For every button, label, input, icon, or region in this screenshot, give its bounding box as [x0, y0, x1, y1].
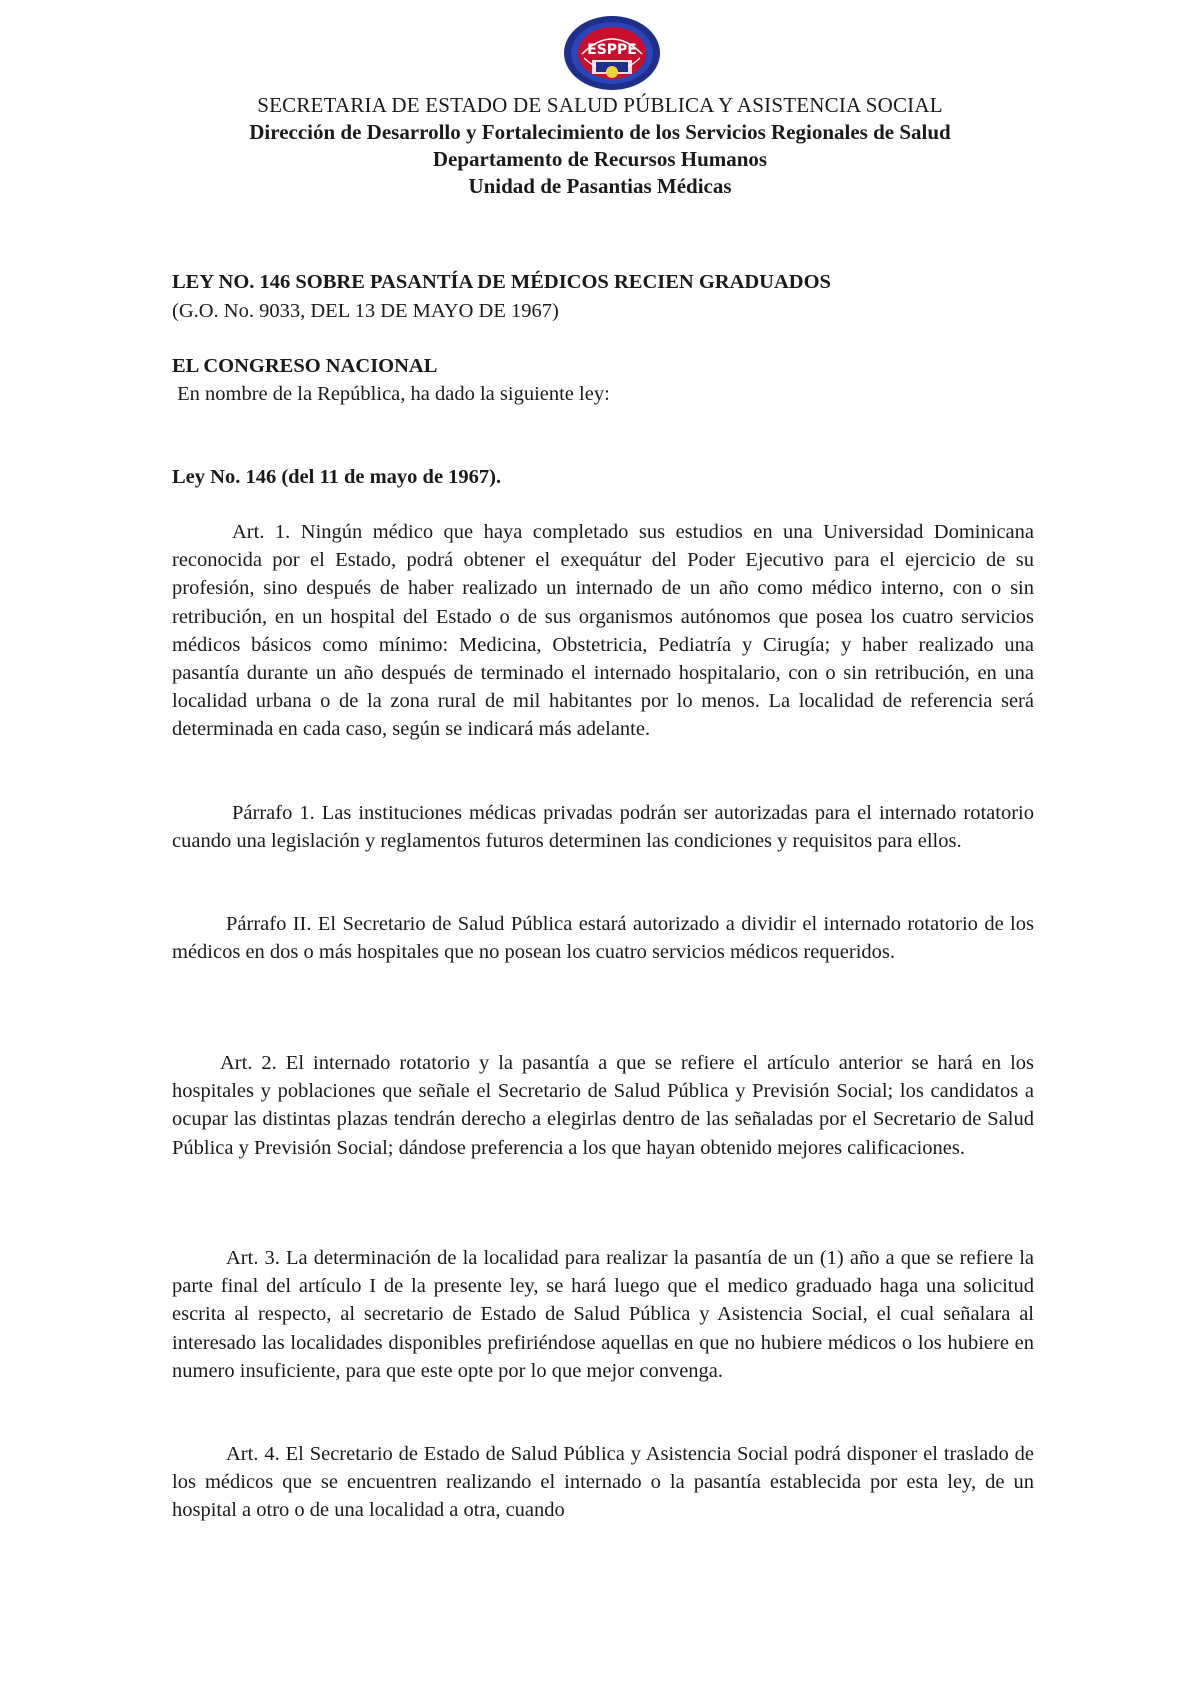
preamble: En nombre de la República, ha dado la siguiente ley:	[172, 383, 610, 405]
gazette-reference: (G.O. No. 9033, DEL 13 DE MAYO DE 1967)	[172, 300, 559, 322]
law-title: LEY NO. 146 SOBRE PASANTÍA DE MÉDICOS RECIEN GRADUADOS	[172, 271, 831, 293]
directorate-name: Dirección de Desarrollo y Fortalecimiento de los Servicios Regionales de Salud	[249, 120, 951, 144]
article-2: Art. 2. El internado rotatorio y la pasantía a que se refiere el artículo anterior se hará en los hospitales y poblaciones que señale el Secretario de Salud Pública y Previsión Social; los candidatos a ocupar las distintas plazas tendrán derecho a elegirlas dentro de las señaladas por el Secretario de Salud Pública y Previsión Social; dándose preferencia a los que hayan obtenido mejores calificaciones.	[172, 1052, 1034, 1159]
article-1-paragraph-2: Párrafo II. El Secretario de Salud Pública estará autorizado a dividir el internado rotatorio de los médicos en dos o más hospitales que no posean los cuatro servicios médicos requeridos.	[172, 913, 1034, 964]
article-4: Art. 4. El Secretario de Estado de Salud Pública y Asistencia Social podrá disponer el traslado de los médicos que se encuentren realizando el internado o la pasantía establecida por esta ley, de un hospital a otro o de una localidad a otra, cuando	[172, 1443, 1034, 1522]
congress-heading: EL CONGRESO NACIONAL	[172, 355, 438, 377]
article-1: Art. 1. Ningún médico que haya completado sus estudios en una Universidad Dominicana reconocida por el Estado, podrá obtener el exequátur del Poder Ejecutivo para el ejercicio de su profesión, sino después de haber realizado un internado de un año como médico interno, con o sin retribución, en un hospital del Estado o de sus organismos autónomos que posea los cuatro servicios médicos básicos como mínimo: Medicina, Obstetricia, Pediatría y Cirugía; y haber realizado una pasantía durante un año después de terminado el internado hospitalario, con o sin retribución, en una localidad urbana o de la zona rural de mil habitantes por lo menos. La localidad de referencia será determinada en cada caso, según se indicará más adelante.	[172, 521, 1034, 741]
law-heading: Ley No. 146 (del 11 de mayo de 1967).	[172, 466, 502, 488]
article-3: Art. 3. La determinación de la localidad para realizar la pasantía de un (1) año a que se refiere la parte final del artículo I de la presente ley, se hará luego que el medico graduado haga una solicitud escrita al respecto, al secretario de Estado de Salud Pública y Asistencia Social, el cual señalara al interesado las localidades disponibles prefiriéndose aquellas en que no hubiere médicos o los hubiere en numero insuficiente, para que este opte por lo que mejor convenga.	[172, 1247, 1034, 1382]
unit-name: Unidad de Pasantias Médicas	[468, 174, 732, 198]
hospital-emblem-icon	[562, 14, 662, 92]
institution-header	[100, 92, 1100, 202]
department-name: Departamento de Recursos Humanos	[432, 147, 768, 171]
article-1-paragraph-1: Párrafo 1. Las instituciones médicas privadas podrán ser autorizadas para el internado rotatorio cuando una legislación y reglamentos futuros determinen las condiciones y requisitos para ellos.	[172, 802, 1034, 853]
ministry-name: SECRETARIA DE ESTADO DE SALUD PÚBLICA Y ASISTENCIA SOCIAL	[257, 93, 943, 117]
logo-text: ESPPE	[587, 42, 637, 58]
